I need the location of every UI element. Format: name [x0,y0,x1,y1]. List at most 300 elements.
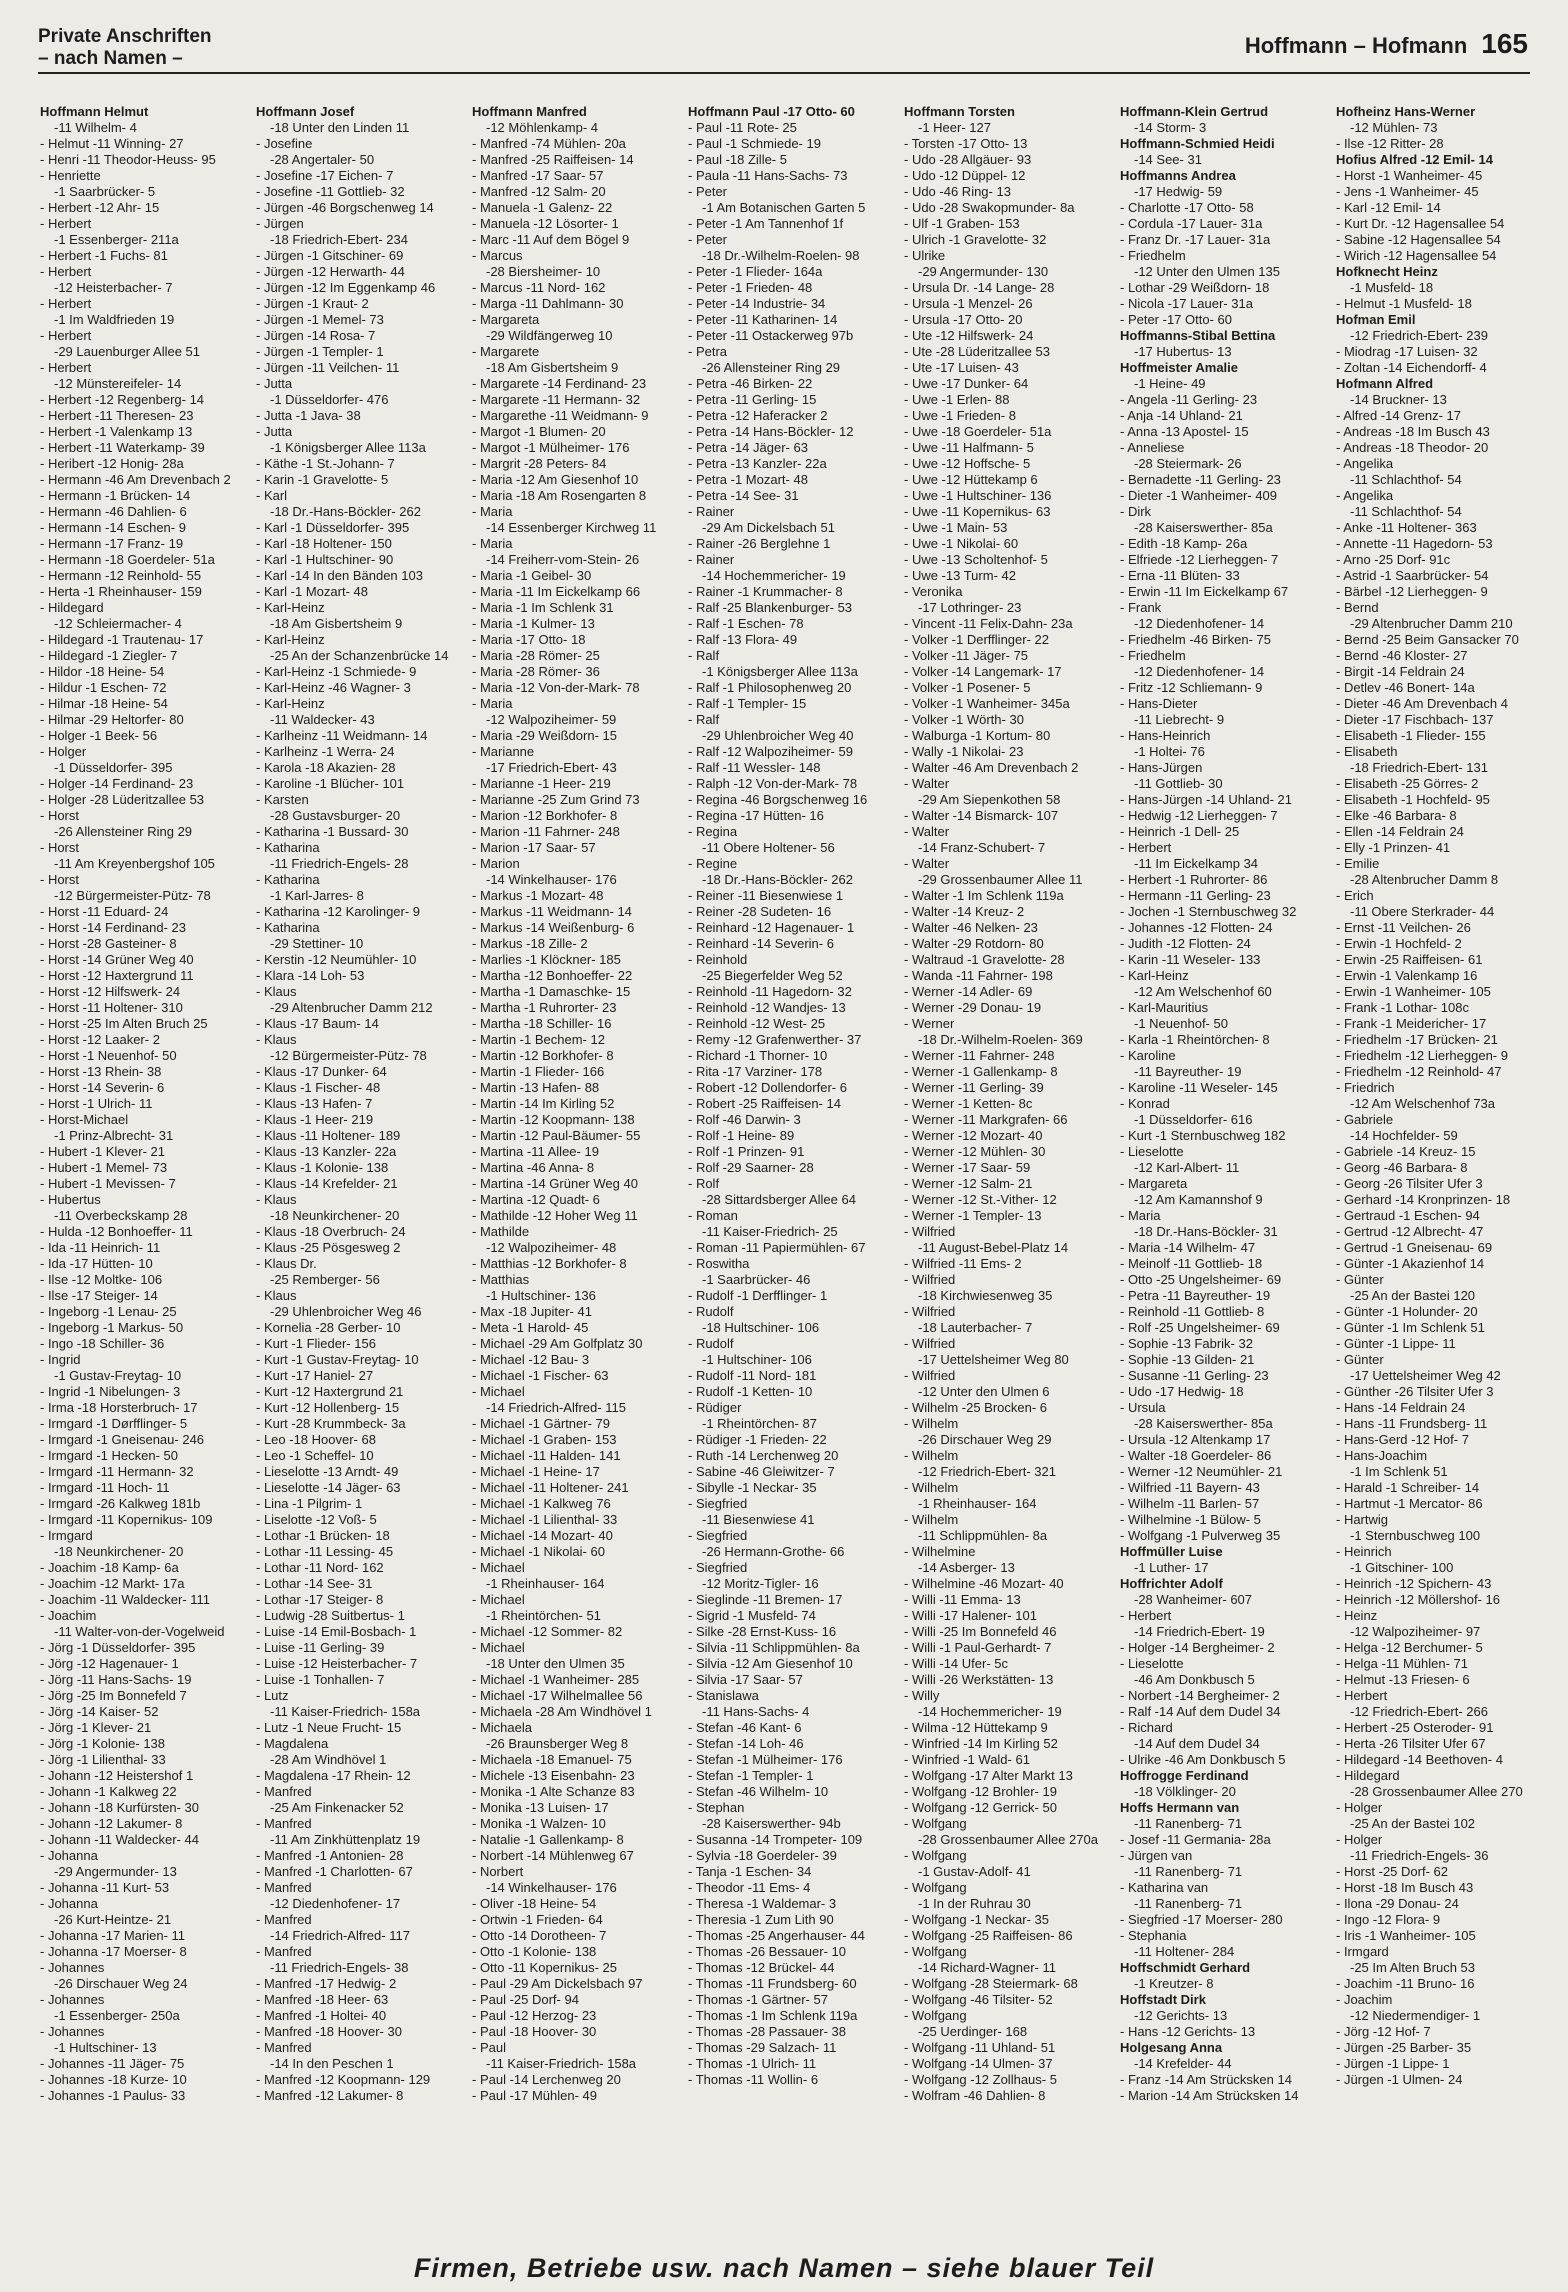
entry-name: - Wolfgang -12 Gerrick- 50 [904,1800,1057,1815]
section-header [38,26,212,70]
entry-name: - Uwe -1 Main- 53 [904,520,1008,535]
entry-address: -29 Am Siepenkothen 58 [918,792,1061,807]
directory-column [40,104,242,2234]
entry-name: - Wilhelmine -46 Mozart- 40 [904,1576,1064,1591]
entry-name: - Thomas -12 Brückel- 44 [688,1960,835,1975]
entry-name: - Meinolf -11 Gottlieb- 18 [1120,1256,1263,1271]
entry-name: - Maria -1 Kulmer- 13 [472,616,595,631]
entry-name: - Horst -1 Ulrich- 11 [40,1096,153,1111]
entry-name: - Michael -1 Fischer- 63 [472,1368,609,1383]
entry-name: - Jürgen -1 Gitschiner- 69 [256,248,404,263]
entry-headname: Hofheinz Hans-Werner [1336,104,1476,119]
entry-name: - Irmgard -1 Dørfflinger- 5 [40,1416,188,1431]
entry-name: - Herbert -11 Waterkamp- 39 [40,440,205,455]
entry-name: - Matthias -12 Borkhofer- 8 [472,1256,627,1271]
entry-name: - Willi -14 Ufer- 5c [904,1656,1009,1671]
entry-name: - Thomas -11 Frundsberg- 60 [688,1976,857,1991]
entry-name: - Jutta [256,424,293,439]
entry-name: - Ralph -12 Von-der-Mark- 78 [688,776,858,791]
entry-name: - Manfred [256,2040,312,2055]
entry-address: -26 Allensteiner Ring 29 [54,824,193,839]
entry-name: - Wilma -12 Hüttekamp 9 [904,1720,1048,1735]
entry-address: -12 Niedermendiger- 1 [1350,2008,1481,2023]
entry-name: - Karl-Heinz [256,600,325,615]
entry-name: - Rolf -25 Ungelsheimer- 69 [1120,1320,1280,1335]
entry-name: - Walter [904,776,950,791]
entry-name: - Günter [1336,1352,1384,1367]
entry-name: - Karsten [256,792,309,807]
entry-name: - Helmut -1 Musfeld- 18 [1336,296,1472,311]
entry-name: - Hildegard [40,600,104,615]
entry-name: - Manfred -1 Antonien- 28 [256,1848,404,1863]
entry-name: - Veronika [904,584,963,599]
entry-name: - Herbert [1120,840,1172,855]
entry-name: - Karl -1 Hultschiner- 90 [256,552,394,567]
entry-name: - Marlies -1 Klöckner- 185 [472,952,621,967]
entry-name: - Birgit -14 Feldrain 24 [1336,664,1465,679]
entry-name: - Anneliese [1120,440,1185,455]
entry-name: - Regine [688,856,738,871]
entry-address: -1 Neuenhof- 50 [1134,1016,1228,1031]
entry-name: - Lothar -29 Weißdorn- 18 [1120,280,1270,295]
entry-name: - Marianne [472,744,535,759]
entry-name: - Jutta [256,376,293,391]
entry-name: - Johannes -18 Kurze- 10 [40,2072,187,2087]
entry-name: - Ralf -25 Blankenburger- 53 [688,600,853,615]
entry-name: - Wally -1 Nikolai- 23 [904,744,1024,759]
entry-name: - Karl [256,488,288,503]
entry-name: - Holger [40,744,87,759]
entry-address: -12 Bürgermeister-Pütz- 78 [270,1048,427,1063]
entry-name: - Manfred -12 Lakumer- 8 [256,2088,404,2103]
entry-name: - Reiner -11 Biesenwiese 1 [688,888,844,903]
entry-address: -1 Heer- 127 [918,120,991,135]
entry-name: - Horst -25 Im Alten Bruch 25 [40,1016,208,1031]
entry-name: - Werner -14 Adler- 69 [904,984,1033,999]
entry-name: - Ingeborg -1 Lenau- 25 [40,1304,177,1319]
entry-address: -11 Walter-von-der-Vogelweid [54,1624,225,1639]
entry-name: - Hildegard -1 Trautenau- 17 [40,632,204,647]
entry-name: - Ralf -1 Philosophenweg 20 [688,680,852,695]
entry-name: - Horst [40,872,79,887]
entry-name: - Remy -12 Grafenwerther- 37 [688,1032,862,1047]
entry-name: - Iris -1 Wanheimer- 105 [1336,1928,1476,1943]
entry-name: - Ralf [688,712,720,727]
entry-name: - Lieselotte [1120,1656,1184,1671]
entry-address: -11 Kaiser-Friedrich- 158a [486,2056,637,2071]
entry-address: -29 Uhlenbroicher Weg 40 [702,728,854,743]
entry-name: - Cordula -17 Lauer- 31a [1120,216,1263,231]
entry-name: - Jürgen van [1120,1848,1193,1863]
header-rule [38,72,1530,74]
entry-address: -14 See- 31 [1134,152,1202,167]
entry-name: - Werner -12 Salm- 21 [904,1176,1033,1191]
entry-name: - Michael -29 Am Golfplatz 30 [472,1336,643,1351]
entry-name: - Wolfgang -14 Ulmen- 37 [904,2056,1053,2071]
entry-address: -12 Diedenhofener- 17 [270,1896,401,1911]
entry-address: -1 Heine- 49 [1134,376,1206,391]
entry-name: - Hans-Dieter [1120,696,1198,711]
entry-name: - Margarethe -11 Weidmann- 9 [472,408,649,423]
entry-name: - Ulf -1 Graben- 153 [904,216,1020,231]
entry-name: - Michael -1 Lilienthal- 33 [472,1512,618,1527]
entry-name: - Katharina -1 Bussard- 30 [256,824,409,839]
entry-name: - Marion -17 Saar- 57 [472,840,596,855]
entry-address: -12 Gerichts- 13 [1134,2008,1228,2023]
entry-name: - Hermann -14 Eschen- 9 [40,520,186,535]
entry-name: - Maria -28 Römer- 36 [472,664,600,679]
entry-name: - Kurt -1 Gustav-Freytag- 10 [256,1352,419,1367]
entry-name: - Martina -14 Grüner Weg 40 [472,1176,638,1191]
entry-address: -1 Luther- 17 [1134,1560,1209,1575]
entry-name: - Wolfgang [904,2008,967,2023]
entry-name: - Max -18 Jupiter- 41 [472,1304,592,1319]
entry-name: - Marion -14 Am Strücksken 14 [1120,2088,1299,2103]
entry-name: - Ralf [688,648,720,663]
entry-address: -18 Dr.-Hans-Böckler- 262 [270,504,421,519]
entry-name: - Miodrag -17 Luisen- 32 [1336,344,1478,359]
entry-name: - Maria -12 Am Giesenhof 10 [472,472,639,487]
entry-name: - Elfriede -12 Lierheggen- 7 [1120,552,1279,567]
entry-name: - Lothar -14 See- 31 [256,1576,373,1591]
entry-name: - Jörg -1 Lilienthal- 33 [40,1752,166,1767]
entry-headname: Hoffmann Josef [256,104,355,119]
entry-name: - Walter -18 Goerdeler- 86 [1120,1448,1272,1463]
entry-name: - Sophie -13 Gilden- 21 [1120,1352,1255,1367]
entry-address: -14 Friedrich-Alfred- 117 [270,1928,410,1943]
entry-headname: Holgesang Anna [1120,2040,1223,2055]
entry-name: - Johannes -11 Jäger- 75 [40,2056,185,2071]
entry-name: - Rolf [688,1176,720,1191]
entry-name: - Bernadette -11 Gerling- 23 [1120,472,1281,487]
entry-address: -11 Kaiser-Friedrich- 25 [702,1224,838,1239]
entry-name: - Konrad [1120,1096,1170,1111]
entry-headname: Hofmann Alfred [1336,376,1434,391]
entry-name: - Manfred -1 Holtei- 40 [256,2008,387,2023]
entry-address: -12 Unter den Ulmen 135 [1134,264,1280,279]
entry-name: - Klaus -13 Kanzler- 22a [256,1144,397,1159]
entry-name: - Charlotte -17 Otto- 58 [1120,200,1254,215]
entry-name: - Johann -11 Waldecker- 44 [40,1832,199,1847]
entry-name: - Stanislawa [688,1688,759,1703]
entry-name: - Sibylle -1 Neckar- 35 [688,1480,817,1495]
entry-name: - Katharina -12 Karolinger- 9 [256,904,421,919]
entry-name: - Käthe -1 St.-Johann- 7 [256,456,395,471]
entry-name: - Helga -12 Berchumer- 5 [1336,1640,1483,1655]
entry-address: -1 Im Schlenk 51 [1350,1464,1448,1479]
entry-name: - Elisabeth -1 Flieder- 155 [1336,728,1486,743]
entry-name: - Tanja -1 Eschen- 34 [688,1864,812,1879]
entry-name: - Silvia -11 Schlippmühlen- 8a [688,1640,860,1655]
entry-name: - Erna -11 Blüten- 33 [1120,568,1240,583]
entry-name: - Maria -29 Weißdorn- 15 [472,728,617,743]
entry-address: -29 Altenbrucher Damm 210 [1350,616,1513,631]
entry-name: - Gertrud -1 Gneisenau- 69 [1336,1240,1493,1255]
entry-address: -1 Prinz-Albrecht- 31 [54,1128,174,1143]
entry-name: - Sigrid -1 Musfeld- 74 [688,1608,816,1623]
entry-name: - Anke -11 Holtener- 363 [1336,520,1477,535]
entry-name: - Erwin -1 Wanheimer- 105 [1336,984,1491,999]
entry-name: - Karlheinz -1 Werra- 24 [256,744,395,759]
entry-name: - Petra -14 Hans-Böckler- 12 [688,424,854,439]
entry-address: -12 Diedenhofener- 14 [1134,616,1265,631]
entry-name: - Michael -1 Graben- 153 [472,1432,617,1447]
entry-name: - Klaus -18 Overbruch- 24 [256,1224,406,1239]
entry-name: - Ludwig -28 Suitbertus- 1 [256,1608,405,1623]
entry-name: - Reinhold -11 Hagedorn- 32 [688,984,852,999]
entry-name: - Manfred [256,1912,312,1927]
entry-name: - Johannes [40,1992,105,2007]
entry-name: - Manfred -1 Charlotten- 67 [256,1864,413,1879]
entry-name: - Werner -12 Mühlen- 30 [904,1144,1046,1159]
entry-name: - Heinrich [1336,1544,1392,1559]
entry-name: - Horst -14 Severin- 6 [40,1080,165,1095]
entry-address: -14 Franz-Schubert- 7 [918,840,1046,855]
entry-name: - Manfred -74 Mühlen- 20a [472,136,626,151]
entry-name: - Werner -1 Ketten- 8c [904,1096,1033,1111]
entry-name: - Hermann -17 Franz- 19 [40,536,184,551]
directory-column [1336,104,1530,2234]
entry-name: - Hubertus [40,1192,101,1207]
entry-address: -28 Wanheimer- 607 [1134,1592,1253,1607]
entry-headname: Hoffrichter Adolf [1120,1576,1223,1591]
entry-name: - Martin -1 Bechem- 12 [472,1032,605,1047]
entry-address: -11 August-Bebel-Platz 14 [918,1240,1069,1255]
entry-name: - Karl-Heinz [1120,968,1189,983]
entry-name: - Johanna [40,1848,98,1863]
entry-name: - Lothar -11 Nord- 162 [256,1560,384,1575]
entry-name: - Gertraud -1 Eschen- 94 [1336,1208,1480,1223]
entry-name: - Wolfgang -12 Brohler- 19 [904,1784,1057,1799]
entry-name: - Friedhelm -12 Lierheggen- 9 [1336,1048,1508,1063]
entry-name: - Zoltan -14 Eichendorff- 4 [1336,360,1487,375]
entry-name: - Henriette [40,168,101,183]
entry-name: - Wilhelmine -1 Bülow- 5 [1120,1512,1261,1527]
entry-name: - Wolfram -46 Dahlien- 8 [904,2088,1046,2103]
entry-headname: Hoffmüller Luise [1120,1544,1223,1559]
entry-name: - Hartwig [1336,1512,1389,1527]
entry-address: -12 Am Welschenhof 73a [1350,1096,1496,1111]
entry-name: - Meta -1 Harold- 45 [472,1320,589,1335]
entry-address: -14 Hochemmericher- 19 [702,568,846,583]
entry-name: - Petra -12 Haferacker 2 [688,408,828,423]
entry-address: -28 Kaiserswerther- 85a [1134,1416,1273,1431]
entry-name: - Ralf -12 Walpoziheimer- 59 [688,744,853,759]
entry-headname: Hofknecht Heinz [1336,264,1438,279]
entry-address: -18 Neunkirchener- 20 [270,1208,400,1223]
entry-name: - Uwe -18 Goerdeler- 51a [904,424,1052,439]
entry-name: - Ursula -1 Menzel- 26 [904,296,1033,311]
entry-name: - Hans-Jürgen -14 Uhland- 21 [1120,792,1292,807]
entry-name: - Klaus -1 Kolonie- 138 [256,1160,389,1175]
entry-name: - Herbert [40,216,92,231]
entry-name: - Rainer [688,552,735,567]
entry-name: - Reinhold [688,952,748,967]
entry-name: - Walburga -1 Kortum- 80 [904,728,1051,743]
entry-headname: Hoffs Hermann van [1120,1800,1240,1815]
entry-address: -1 In der Ruhrau 30 [918,1896,1031,1911]
entry-address: -14 Friedrich-Ebert- 19 [1134,1624,1265,1639]
entry-name: - Jürgen -1 Kraut- 2 [256,296,369,311]
entry-name: - Kerstin -12 Neumühler- 10 [256,952,417,967]
entry-name: - Wilhelm -11 Barlen- 57 [1120,1496,1260,1511]
entry-name: - Nicola -17 Lauer- 31a [1120,296,1253,311]
entry-name: - Hermann -1 Brücken- 14 [40,488,191,503]
entry-address: -12 Mühlen- 73 [1350,120,1438,135]
directory-column [256,104,458,2234]
entry-address: -26 Kurt-Heintze- 21 [54,1912,172,1927]
footer-note: Firmen, Betriebe usw. nach Namen – siehe blauer Teil [413,2253,1155,2283]
entry-name: - Joachim -12 Markt- 17a [40,1576,185,1591]
entry-name: - Alfred -14 Grenz- 17 [1336,408,1461,423]
entry-name: - Michaela -18 Emanuel- 75 [472,1752,632,1767]
entry-name: - Otto -25 Ungelsheimer- 69 [1120,1272,1282,1287]
entry-headname: Hoffschmidt Gerhard [1120,1960,1251,1975]
entry-name: - Wolfgang -25 Raiffeisen- 86 [904,1928,1073,1943]
entry-name: - Wolfgang [904,1944,967,1959]
entry-name: - Horst -12 Hilfswerk- 24 [40,984,181,999]
entry-name: - Wolfgang -12 Zollhaus- 5 [904,2072,1057,2087]
entry-name: - Uwe -11 Halfmann- 5 [904,440,1034,455]
entry-name: - Erich [1336,888,1374,903]
entry-name: - Hans -11 Frundsberg- 11 [1336,1416,1488,1431]
entry-address: -1 Rheintörchen- 51 [486,1608,601,1623]
entry-name: - Günter -1 Im Schlenk 51 [1336,1320,1485,1335]
entry-name: - Klaus [256,1288,297,1303]
entry-name: - Michael -1 Gärtner- 79 [472,1416,610,1431]
entry-name: - Uwe -13 Turm- 42 [904,568,1016,583]
entry-name: - Reinhold -11 Gottlieb- 8 [1120,1304,1265,1319]
entry-name: - Irmgard -11 Hermann- 32 [40,1464,194,1479]
entry-address: -12 Moritz-Tigler- 16 [702,1576,819,1591]
entry-name: - Paul -17 Mühlen- 49 [472,2088,598,2103]
entry-address: -18 Neunkirchener- 20 [54,1544,184,1559]
entry-name: - Ingo -12 Flora- 9 [1336,1912,1441,1927]
entry-name: - Josefine [256,136,313,151]
entry-name: - Ute -17 Luisen- 43 [904,360,1019,375]
entry-name: - Uwe -12 Hoffsche- 5 [904,456,1031,471]
entry-name: - Holger -14 Ferdinand- 23 [40,776,194,791]
entry-name: - Uwe -12 Hüttekamp 6 [904,472,1038,487]
entry-name: - Hermann -18 Goerdeler- 51a [40,552,215,567]
entry-address: -11 Wilhelm- 4 [54,120,137,135]
entry-name: - Heribert -12 Honig- 28a [40,456,184,471]
entry-name: - Margot -1 Blumen- 20 [472,424,606,439]
entry-address: -1 Hultschiner- 13 [54,2040,157,2055]
entry-address: -25 Uerdinger- 168 [918,2024,1028,2039]
entry-name: - Hubert -1 Memel- 73 [40,1160,168,1175]
entry-name: - Wirich -12 Hagensallee 54 [1336,248,1497,263]
entry-address: -28 Kaiserswerther- 85a [1134,520,1273,535]
entry-name: - Reinhold -12 Wandjes- 13 [688,1000,846,1015]
entry-address: -18 Friedrich-Ebert- 131 [1350,760,1488,775]
entry-name: - Michael -1 Wanheimer- 285 [472,1672,640,1687]
entry-name: - Herbert [40,264,92,279]
entry-name: - Manuela -12 Lösorter- 1 [472,216,619,231]
entry-name: - Magdalena -17 Rhein- 12 [256,1768,411,1783]
entry-headname: Hoffmann Paul -17 Otto- 60 [688,104,855,119]
entry-address: -14 Hochemmericher- 19 [918,1704,1062,1719]
entry-name: - Elly -1 Prinzen- 41 [1336,840,1451,855]
entry-name: - Natalie -1 Gallenkamp- 8 [472,1832,624,1847]
entry-name: - Theresia -1 Zum Lith 90 [688,1912,834,1927]
entry-name: - Hilmar -18 Heine- 54 [40,696,168,711]
entry-name: - Klaus -11 Holtener- 189 [256,1128,401,1143]
entry-name: - Martina -12 Quadt- 6 [472,1192,600,1207]
entry-name: - Rolf -1 Prinzen- 91 [688,1144,805,1159]
entry-name: - Paul -18 Hoover- 30 [472,2024,597,2039]
entry-name: - Josef -11 Germania- 28a [1120,1832,1271,1847]
entry-name: - Michael -1 Nikolai- 60 [472,1544,605,1559]
entry-name: - Willi -17 Halener- 101 [904,1608,1037,1623]
entry-name: - Oliver -18 Heine- 54 [472,1896,597,1911]
entry-name: - Rainer -26 Berglehne 1 [688,536,831,551]
entry-name: - Rudolf -1 Ketten- 10 [688,1384,813,1399]
entry-name: - Willi -25 Im Bonnefeld 46 [904,1624,1057,1639]
entry-name: - Herbert [1120,1608,1172,1623]
entry-name: - Ursula -12 Altenkamp 17 [1120,1432,1271,1447]
entry-name: - Susanna -14 Trompeter- 109 [688,1832,863,1847]
entry-name: - Horst -11 Eduard- 24 [40,904,169,919]
entry-address: -29 Altenbrucher Damm 212 [270,1000,433,1015]
entry-name: - Waltraud -1 Gravelotte- 28 [904,952,1065,967]
entry-name: - Joachim -18 Kamp- 6a [40,1560,179,1575]
entry-name: - Lieselotte -14 Jäger- 63 [256,1480,401,1495]
entry-name: - Ilse -12 Moltke- 106 [40,1272,163,1287]
entry-name: - Michael -14 Mozart- 40 [472,1528,613,1543]
entry-name: - Karlheinz -11 Weidmann- 14 [256,728,428,743]
entry-name: - Walter -14 Kreuz- 2 [904,904,1025,919]
entry-address: -28 Kaiserswerther- 94b [702,1816,841,1831]
entry-name: - Hubert -1 Mevissen- 7 [40,1176,176,1191]
entry-name: - Johanna [40,1896,98,1911]
entry-address: -14 Winkelhauser- 176 [486,872,617,887]
entry-name: - Jörg -25 Im Bonnefeld 7 [40,1688,187,1703]
entry-name: - Erwin -11 Im Eickelkamp 67 [1120,584,1289,599]
entry-name: - Manfred [256,1784,312,1799]
entry-name: - Ulrike [904,248,946,263]
entry-address: -11 Schlippmühlen- 8a [918,1528,1048,1543]
entry-address: -1 Rheinhauser- 164 [486,1576,605,1591]
entry-name: - Michael -1 Kalkweg 76 [472,1496,611,1511]
entry-name: - Ute -12 Hilfswerk- 24 [904,328,1034,343]
entry-name: - Helmut -13 Friesen- 6 [1336,1672,1470,1687]
entry-name: - Martin -14 Im Kirling 52 [472,1096,615,1111]
entry-name: - Ingo -18 Schiller- 36 [40,1336,165,1351]
entry-name: - Lothar -1 Brücken- 18 [256,1528,390,1543]
entry-name: - Walter [904,824,950,839]
entry-name: - Monika -1 Alte Schanze 83 [472,1784,635,1799]
entry-address: -12 Möhlenkamp- 4 [486,120,598,135]
entry-address: -28 Altenbrucher Damm 8 [1350,872,1499,887]
entry-name: - Johanna -17 Moerser- 8 [40,1944,187,1959]
entry-name: - Holger [1336,1832,1383,1847]
entry-address: -25 Am Finkenacker 52 [270,1800,404,1815]
entry-name: - Detlev -46 Bonert- 14a [1336,680,1475,695]
entry-name: - Klaus -17 Dunker- 64 [256,1064,387,1079]
entry-name: - Hildor -18 Heine- 54 [40,664,165,679]
entry-name: - Marianne -1 Heer- 219 [472,776,611,791]
entry-name: - Rudolf -11 Nord- 181 [688,1368,817,1383]
entry-name: - Maria [472,696,513,711]
entry-name: - Luise -14 Emil-Bosbach- 1 [256,1624,417,1639]
entry-address: -1 Im Waldfrieden 19 [54,312,175,327]
entry-name: - Horst -28 Gasteiner- 8 [40,936,177,951]
entry-name: - Manfred -18 Heer- 63 [256,1992,389,2007]
entry-name: - Mathilde -12 Hoher Weg 11 [472,1208,638,1223]
entry-name: - Bärbel -12 Lierheggen- 9 [1336,584,1488,599]
entry-address: -11 Am Kreyenbergshof 105 [54,856,215,871]
